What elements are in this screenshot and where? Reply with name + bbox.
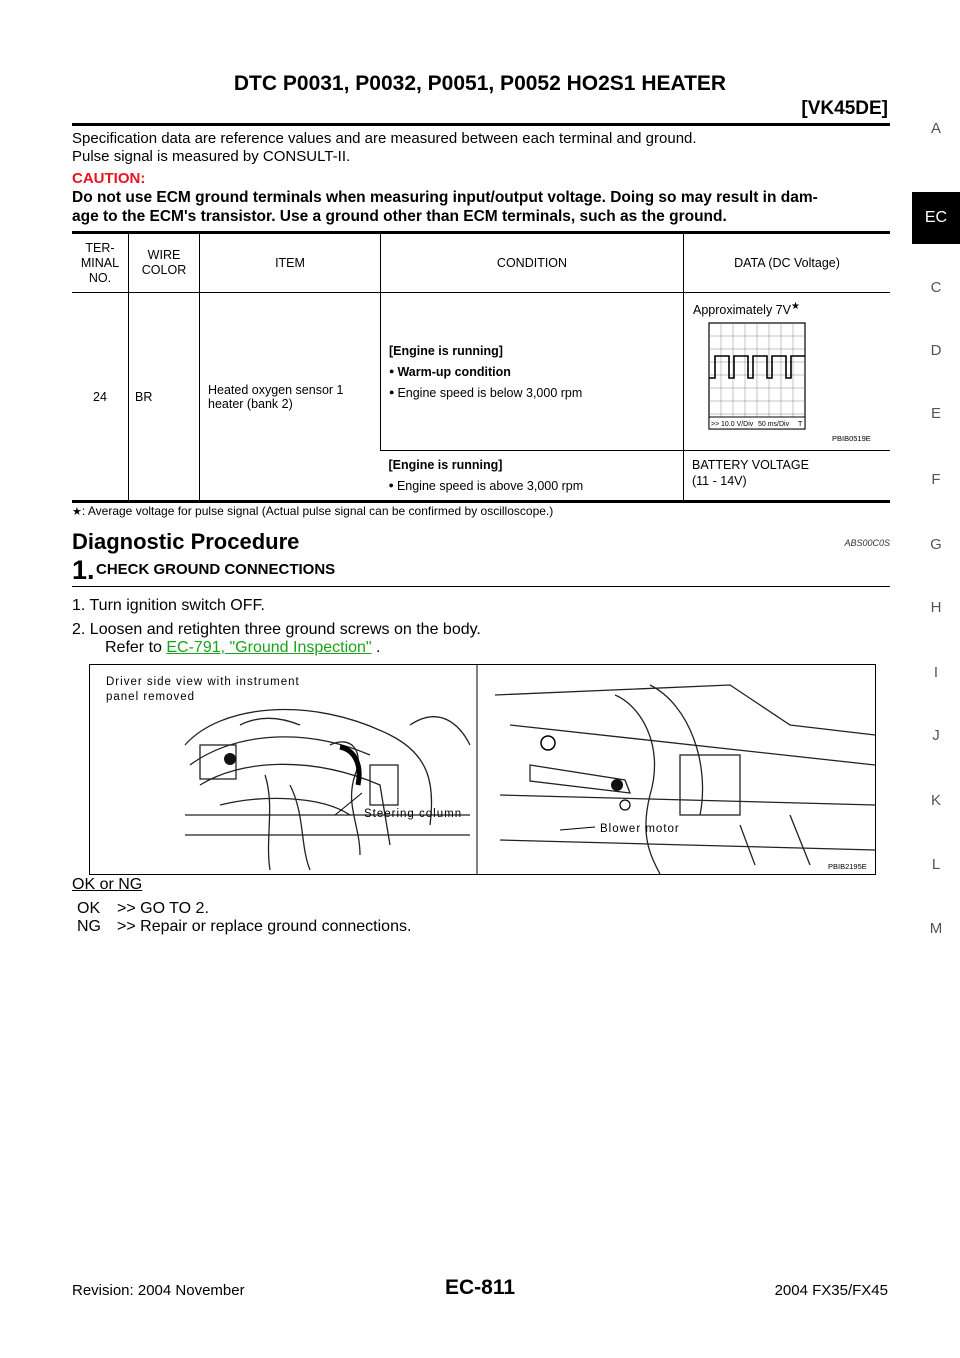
step-number: 1.	[72, 555, 95, 585]
footer-revision: Revision: 2004 November	[72, 1282, 245, 1299]
caution-heading: CAUTION:	[72, 170, 146, 187]
star-icon: ★	[790, 301, 800, 312]
page-title: DTC P0031, P0032, P0051, P0052 HO2S1 HEATER	[233, 72, 727, 95]
index-a[interactable]: A	[930, 120, 941, 137]
condition-row1: [Engine is running] ● Warm-up condition ● Engine speed is below 3,000 rpm	[381, 293, 684, 451]
data-row2: BATTERY VOLTAGE (11 - 14V)	[684, 451, 891, 502]
star-icon: ★	[72, 506, 82, 518]
col-condition: CONDITION	[381, 233, 684, 293]
index-f[interactable]: F	[931, 471, 941, 488]
ok-text: >> GO TO 2.	[117, 900, 209, 917]
ok-label: OK	[77, 900, 101, 917]
data-row1: Approximately 7V★ >> 10.0 V/Div 50 ms/Div T PBIB0519E	[684, 293, 891, 451]
col-item: ITEM	[200, 233, 381, 293]
blower-motor-label: Blower motor	[600, 823, 680, 835]
figure-caption-1: Driver side view with instrument	[106, 676, 300, 688]
scope-t: T	[798, 421, 803, 428]
caution-line-1: Do not use ECM ground terminals when measuring input/output voltage. Doing so may result in dam-	[72, 189, 818, 206]
index-l[interactable]: L	[931, 856, 941, 873]
step-rule	[72, 586, 890, 587]
figure-id: PBIB2195E	[828, 862, 867, 871]
col-wire: WIRE COLOR	[129, 233, 200, 293]
index-i[interactable]: I	[933, 664, 939, 681]
index-e[interactable]: E	[930, 405, 941, 422]
header-rule	[72, 123, 890, 126]
ng-label: NG	[77, 918, 101, 935]
item-cell: Heated oxygen sensor 1 heater (bank 2)	[200, 293, 381, 502]
figure-caption-2: panel removed	[106, 691, 196, 703]
ng-text: >> Repair or replace ground connections.	[117, 918, 412, 935]
spec-table	[72, 231, 890, 503]
caution-line-2: age to the ECM's transistor. Use a ground other than ECM terminals, such as the ground.	[72, 208, 727, 225]
wire-color: BR	[129, 293, 200, 502]
step-item-2: 2. Loosen and retighten three ground screws on the body.	[72, 621, 481, 638]
ground-screws-figure	[89, 664, 876, 875]
section-index-sidebar	[912, 0, 960, 1358]
section-code: ABS00C0S	[844, 538, 890, 548]
scope-fig-id: PBIB0519E	[832, 434, 871, 441]
condition-row2: [Engine is running] ● Engine speed is above 3,000 rpm	[381, 451, 684, 502]
col-data: DATA (DC Voltage)	[684, 233, 891, 293]
intro-line-2: Pulse signal is measured by CONSULT-II.	[72, 148, 351, 165]
oscilloscope-graph	[684, 321, 894, 441]
footnote: ★: Average voltage for pulse signal (Actual pulse signal can be confirmed by oscilloscope.)	[72, 504, 554, 518]
col-terminal: TER- MINAL NO.	[72, 233, 129, 293]
scope-ms: 50 ms/Div	[758, 421, 790, 428]
steering-column-label: Steering column	[364, 808, 463, 820]
index-c[interactable]: C	[930, 279, 942, 296]
step-item-1: 1. Turn ignition switch OFF.	[72, 597, 265, 614]
index-ec[interactable]: EC	[912, 192, 960, 244]
index-j[interactable]: J	[932, 727, 940, 744]
footer-model: 2004 FX35/FX45	[774, 1282, 888, 1299]
ground-inspection-link[interactable]: EC-791, "Ground Inspection"	[166, 639, 372, 656]
scope-vdiv: 10.0 V/Div	[721, 421, 754, 428]
intro-line-1: Specification data are reference values and are measured between each terminal and ground.	[72, 130, 697, 147]
index-k[interactable]: K	[930, 792, 941, 809]
engine-label: [VK45DE]	[801, 98, 888, 119]
index-d[interactable]: D	[930, 342, 942, 359]
scope-arrow: >>	[711, 421, 720, 428]
index-h[interactable]: H	[930, 599, 942, 616]
page-number: EC-811	[444, 1276, 516, 1299]
result-heading: OK or NG	[72, 876, 143, 893]
index-m[interactable]: M	[929, 920, 943, 937]
section-title: Diagnostic Procedure	[72, 529, 300, 554]
terminal-number: 24	[72, 293, 129, 502]
index-g[interactable]: G	[930, 536, 942, 553]
step-title: CHECK GROUND CONNECTIONS	[96, 561, 336, 578]
refer-line: Refer to EC-791, "Ground Inspection" .	[105, 639, 381, 656]
